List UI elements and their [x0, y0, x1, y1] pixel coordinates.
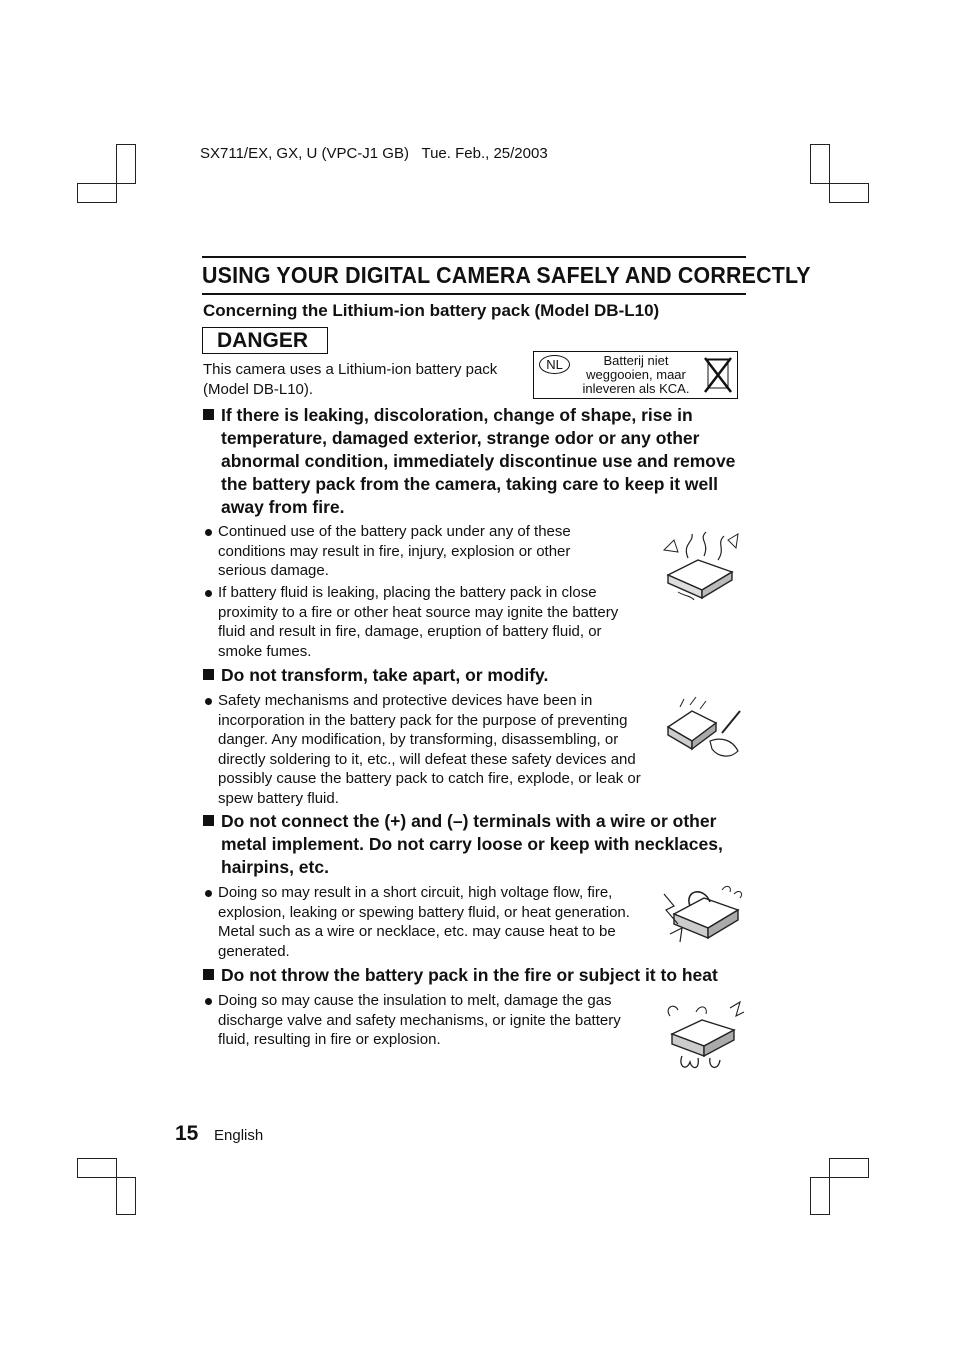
square-bullet-icon	[203, 669, 214, 680]
nl-country-code: NL	[539, 355, 570, 374]
crop-mark	[810, 1177, 830, 1215]
page-number: 15	[175, 1122, 199, 1145]
nl-disposal-notice	[533, 351, 738, 399]
bullet-dot-icon	[205, 998, 212, 1005]
crossed-bin-icon	[702, 354, 734, 396]
section-subtitle: Concerning the Lithium-ion battery pack (Model DB-L10)	[203, 301, 660, 320]
warning-bullet: Continued use of the battery pack under any of these conditions may result in fire, injury, explosion or other serious damage.	[203, 522, 613, 581]
disassembled-battery-illustration	[660, 697, 744, 763]
crop-mark	[116, 1177, 136, 1215]
title-rule-bottom	[202, 293, 746, 295]
intro-text: This camera uses a Lithium-ion battery pack (Model DB-L10).	[203, 361, 498, 398]
crop-mark	[829, 1158, 869, 1178]
short-circuit-battery-illustration	[660, 884, 746, 952]
title-rule-top	[202, 256, 746, 258]
warning-bullet: Doing so may result in a short circuit, high voltage flow, fire, explosion, leaking or spewing battery fluid, or heat generation. Metal such as a wire or necklace, etc. may cause heat to be generated.	[203, 883, 643, 961]
page-title: USING YOUR DIGITAL CAMERA SAFELY AND CORRECTLY	[202, 262, 811, 288]
leaking-battery-illustration	[658, 530, 744, 602]
battery-in-fire-illustration	[660, 1000, 746, 1074]
print-date: Tue. Feb., 25/2003	[421, 145, 548, 162]
warning-bullet: Safety mechanisms and protective devices have been in incorporation in the battery pack for the purpose of preventing danger. Any modification, by transforming, disassembling, or directly soldering to it, etc., will defeat these safety devices and possibly cause the battery pack to catch fire, explode, or leak or spew battery fluid.	[203, 691, 643, 808]
crop-mark	[829, 183, 869, 203]
warning-heading: Do not transform, take apart, or modify.	[203, 664, 748, 687]
square-bullet-icon	[203, 815, 214, 826]
crop-mark	[77, 1158, 117, 1178]
warning-heading: Do not throw the battery pack in the fire or subject it to heat	[203, 964, 753, 987]
crop-mark	[77, 183, 117, 203]
bullet-dot-icon	[205, 529, 212, 536]
nl-notice-text: Batterij niet weggooien, maar inleveren als KCA.	[582, 353, 690, 396]
danger-label: DANGER	[202, 327, 328, 354]
warning-bullet: Doing so may cause the insulation to melt, damage the gas discharge valve and safety mechanisms, or ignite the battery fluid, resulting in fire or explosion.	[203, 991, 643, 1050]
crop-mark	[810, 144, 830, 184]
square-bullet-icon	[203, 409, 214, 420]
bullet-dot-icon	[205, 890, 212, 897]
print-header	[200, 145, 548, 162]
model-line: SX711/EX, GX, U (VPC-J1 GB)	[200, 145, 409, 162]
warning-heading: If there is leaking, discoloration, change of shape, rise in temperature, damaged exterior, strange odor or any other abnormal condition, immediately discontinue use and remove the battery pack from the camera, taking care to keep it well away from fire.	[203, 404, 738, 519]
crop-mark	[116, 144, 136, 184]
square-bullet-icon	[203, 969, 214, 980]
bullet-dot-icon	[205, 698, 212, 705]
page-language: English	[214, 1127, 264, 1144]
warning-heading: Do not connect the (+) and (–) terminals with a wire or other metal implement. Do not carry loose or keep with necklaces, hairpins, etc.	[203, 810, 748, 879]
warning-bullet: If battery fluid is leaking, placing the battery pack in close proximity to a fire or other heat source may ignite the battery fluid and result in fire, damage, eruption of battery fluid, or smoke fumes.	[203, 583, 623, 661]
bullet-dot-icon	[205, 590, 212, 597]
